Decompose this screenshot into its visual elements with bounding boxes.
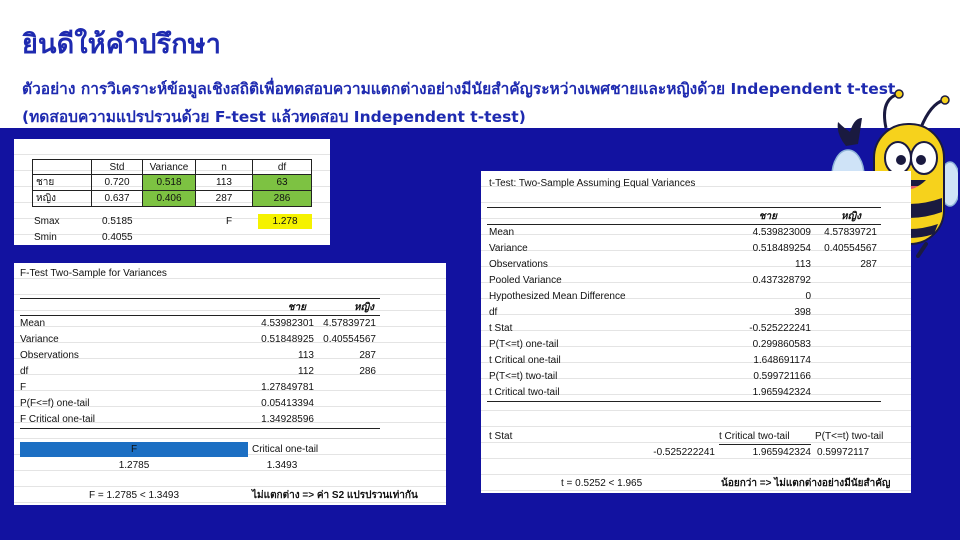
ttest-row-label: Variance xyxy=(489,243,528,254)
ttest-male-value: 1.648691174 xyxy=(753,355,811,366)
ttest-row-label: t Critical one-tail xyxy=(489,355,561,366)
ftest-title: F-Test Two-Sample for Variances xyxy=(20,268,167,279)
summary-row-label: ชาย xyxy=(33,175,92,191)
summary-header-std: Std xyxy=(92,160,143,175)
ftest-row-label: Observations xyxy=(20,350,79,361)
summary-cell-df: 63 xyxy=(253,175,312,191)
summary-cell: 113 xyxy=(196,175,253,191)
f-value: 1.278 xyxy=(258,214,312,229)
ttest-title: t-Test: Two-Sample Assuming Equal Variances xyxy=(489,178,696,189)
ttest-male-value: 0 xyxy=(805,291,811,302)
subtitle-line-2: (ทดสอบความแปรปรวนด้วย F-test แล้วทดสอบ Independent t-test) xyxy=(22,108,526,126)
ttest-conclusion-left: t = 0.5252 < 1.965 xyxy=(561,478,643,489)
ttest-male-value: 0.599721166 xyxy=(753,371,811,382)
ftest-male-value: 0.05413394 xyxy=(261,398,314,409)
smax-label: Smax xyxy=(34,216,60,227)
ttest-summary-ptwo-value: 0.59972117 xyxy=(817,447,870,458)
ftest-row-label: Mean xyxy=(20,318,46,329)
smin-value: 0.4055 xyxy=(102,232,133,243)
summary-header-df: df xyxy=(253,160,312,175)
ttest-row-label: df xyxy=(489,307,498,318)
ttest-summary-tstat-value: -0.525222241 xyxy=(653,447,715,458)
ftest-col-male: ชาย xyxy=(287,302,306,313)
ttest-male-value: 398 xyxy=(794,307,811,318)
ftest-conclusion-left: F = 1.2785 < 1.3493 xyxy=(88,490,180,501)
ftest-male-value: 112 xyxy=(298,366,314,377)
ttest-col-male: ชาย xyxy=(758,211,777,222)
ttest-row-label: P(T<=t) two-tail xyxy=(489,371,558,382)
ttest-male-value: 1.965942324 xyxy=(752,387,811,398)
ftest-male-value: 113 xyxy=(298,350,314,361)
subtitle-line-1: ตัวอย่าง การวิเคราะห์ข้อมูลเชิงสถิติเพื่อทดสอบความแตกต่างอย่างมีนัยสำคัญระหว่างเพศชายและหญิงด้วย Independent t-test xyxy=(22,80,896,98)
ftest-bottom-rule xyxy=(20,428,380,429)
ftest-male-value: 0.51848925 xyxy=(261,334,314,345)
summary-cell-variance: 0.518 xyxy=(143,175,196,191)
ttest-col-female: หญิง xyxy=(841,211,861,222)
ttest-conclusion-right: น้อยกว่า => ไม่แตกต่างอย่างมีนัยสำคัญ xyxy=(721,478,891,489)
ftest-row-label: df xyxy=(20,366,29,377)
summary-cell: 287 xyxy=(196,191,253,207)
ftest-female-value: 287 xyxy=(359,350,376,361)
ttest-row-label: t Critical two-tail xyxy=(489,387,560,398)
ttest-row-label: Pooled Variance xyxy=(489,275,562,286)
summary-sheet xyxy=(14,139,330,245)
header xyxy=(0,0,960,128)
summary-header-variance: Variance xyxy=(143,160,196,175)
ftest-female-value: 0.40554567 xyxy=(323,334,376,345)
ftest-row-label: F Critical one-tail xyxy=(20,414,96,425)
summary-header-n: n xyxy=(196,160,253,175)
summary-cell: 0.720 xyxy=(92,175,143,191)
f-label: F xyxy=(226,216,233,227)
ttest-summary-header-ptwo: P(T<=t) two-tail xyxy=(815,431,884,442)
ftest-row-label: P(F<=f) one-tail xyxy=(20,398,90,409)
ttest-female-value: 4.57839721 xyxy=(824,227,877,238)
ftest-f-value: 1.2785 xyxy=(118,460,150,471)
summary-cell-df: 286 xyxy=(253,191,312,207)
ftest-col-female: หญิง xyxy=(354,302,374,313)
ftest-row-label: F xyxy=(20,382,27,393)
ttest-male-value: 4.539823009 xyxy=(752,227,811,238)
ttest-male-value: -0.525222241 xyxy=(749,323,811,334)
smax-value: 0.5185 xyxy=(102,216,133,227)
summary-table xyxy=(32,159,312,207)
ftest-sheet xyxy=(14,263,446,505)
ttest-male-value: 113 xyxy=(795,259,811,270)
ftest-male-value: 4.53982301 xyxy=(261,318,314,329)
ftest-critical-header: Critical one-tail xyxy=(252,444,319,455)
ttest-female-value: 287 xyxy=(860,259,877,270)
ftest-male-value: 1.27849781 xyxy=(261,382,314,393)
ftest-female-value: 4.57839721 xyxy=(323,318,376,329)
ftest-f-header: F xyxy=(20,442,248,457)
ftest-conclusion-right: ไม่แตกต่าง => ค่า S2 แปรปรวนเท่ากัน xyxy=(252,490,418,501)
ttest-row-label: t Stat xyxy=(489,323,513,334)
ttest-row-label: Mean xyxy=(489,227,515,238)
smin-label: Smin xyxy=(34,232,57,243)
ttest-row-label: P(T<=t) one-tail xyxy=(489,339,559,350)
ttest-male-value: 0.518489254 xyxy=(752,243,811,254)
summary-cell: 0.637 xyxy=(92,191,143,207)
ftest-row-label: Variance xyxy=(20,334,59,345)
ttest-summary-header-tstat: t Stat xyxy=(489,431,513,442)
ttest-bottom-rule xyxy=(487,401,881,402)
ttest-summary-critical-value: 1.965942324 xyxy=(752,447,811,458)
ttest-male-value: 0.299860583 xyxy=(752,339,811,350)
ftest-female-value: 286 xyxy=(359,366,376,377)
ttest-top-rule xyxy=(487,207,881,208)
ftest-male-value: 1.34928596 xyxy=(261,414,314,425)
ttest-female-value: 0.40554567 xyxy=(824,243,877,254)
ftest-top-rule xyxy=(20,298,380,299)
summary-cell-variance: 0.406 xyxy=(143,191,196,207)
summary-header-blank xyxy=(33,160,92,175)
ttest-row-label: Observations xyxy=(489,259,548,270)
ttest-summary-header-critical: t Critical two-tail xyxy=(719,431,790,442)
ttest-row-label: Hypothesized Mean Difference xyxy=(489,291,626,302)
ttest-male-value: 0.437328792 xyxy=(752,275,811,286)
ttest-sheet xyxy=(481,171,911,493)
summary-row-label: หญิง xyxy=(33,191,92,207)
page-title: ยินดีให้คำปรึกษา xyxy=(22,29,222,60)
ftest-critical-value: 1.3493 xyxy=(266,460,298,471)
